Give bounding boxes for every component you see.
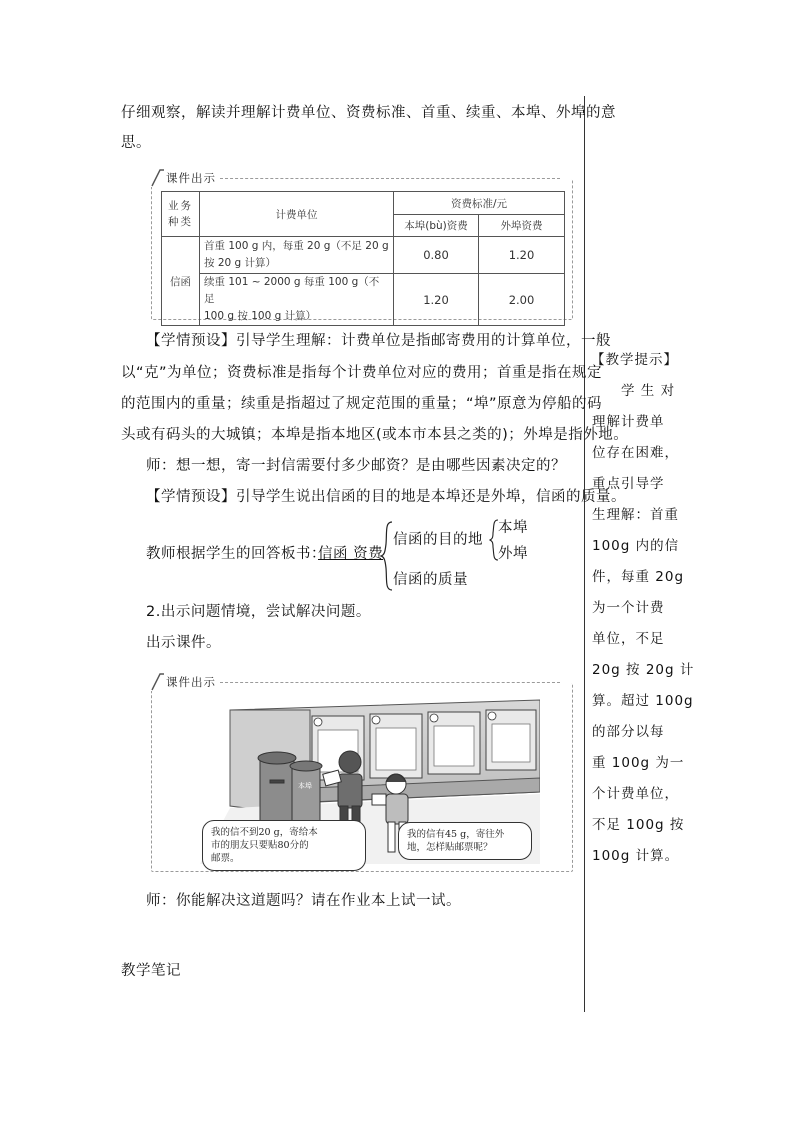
tab-corner-icon bbox=[150, 169, 164, 187]
para1-line-2: 以“克”为单位；资费标准是指每个计费单位对应的费用；首重是指在规定 bbox=[121, 365, 603, 381]
courseware-tab bbox=[150, 673, 222, 691]
teacher-question-1: 师：想一想，寄一封信需要付多少邮资？是由哪些因素决定的？ bbox=[146, 458, 566, 474]
side-note-line: 单位，不足 bbox=[592, 631, 665, 647]
board-leaf-outer: 外埠 bbox=[498, 546, 528, 562]
side-note-line: 不足 100g 按 bbox=[592, 817, 685, 833]
outer-fee-cell: 2.00 bbox=[479, 274, 565, 326]
table-row bbox=[162, 237, 565, 274]
para2: 【学情预设】引导学生说出信函的目的地是本埠还是外埠，信函的质量。 bbox=[146, 489, 626, 505]
para1-line-1: 【学情预设】引导学生理解：计费单位是指邮寄费用的计算单位，一般 bbox=[146, 333, 611, 349]
courseware-tab bbox=[150, 169, 222, 187]
teacher-question-2: 师：你能解决这道题吗？请在作业本上试一试。 bbox=[146, 893, 461, 909]
side-note-line: 的部分以每 bbox=[592, 724, 665, 740]
board-prefix: 教师根据学生的回答板书： bbox=[146, 546, 326, 562]
header-local: 本埠(bù)资费 bbox=[394, 215, 479, 237]
courseware-label: 课件出示 bbox=[166, 675, 216, 689]
side-note-line: 理解计费单 bbox=[592, 414, 665, 430]
board-leaf-local: 本埠 bbox=[498, 520, 528, 536]
para1-line-3: 的范围内的重量；续重是指超过了规定范围的重量；“埠”原意为停船的码 bbox=[121, 396, 603, 412]
local-fee-cell: 0.80 bbox=[394, 237, 479, 274]
unit-cell: 续重 101 ~ 2000 g 每重 100 g（不足 100 g 按 100 g 计算） bbox=[200, 274, 394, 326]
unit-cell: 首重 100 g 内，每重 20 g（不足 20 g 按 20 g 计算） bbox=[200, 237, 394, 274]
side-note-line: 100g 计算。 bbox=[592, 848, 680, 864]
boy-speech-bubble: 我的信不到20 g，寄给本 市的朋友只要贴80分的 邮票。 bbox=[202, 820, 366, 871]
side-note-line: 生理解：首重 bbox=[592, 507, 679, 523]
show-courseware: 出示课件。 bbox=[146, 635, 221, 651]
side-note-line: 个计费单位， bbox=[592, 786, 679, 802]
side-note-line: 为一个计费 bbox=[592, 600, 665, 616]
girl-speech-bubble: 我的信有45 g，寄往外 地，怎样贴邮票呢？ bbox=[398, 822, 532, 860]
side-note-line: 学 生 对 bbox=[621, 383, 676, 399]
intro-line-1: 仔细观察，解读并理解计费单位、资费标准、首重、续重、本埠、外埠的意 bbox=[121, 105, 616, 121]
side-note-line: 算。超过 100g bbox=[592, 693, 694, 709]
side-note-line: 位存在困难， bbox=[592, 445, 679, 461]
intro-line-2: 思。 bbox=[121, 135, 151, 151]
local-fee-cell: 1.20 bbox=[394, 274, 479, 326]
board-branch-weight: 信函的质量 bbox=[393, 572, 468, 588]
margin-divider bbox=[584, 96, 585, 1012]
board-root: 信函 资费 bbox=[318, 546, 384, 562]
mailbox-label: 本埠 bbox=[298, 782, 312, 790]
tab-corner-icon bbox=[150, 673, 164, 691]
step-2: 2.出示问题情境，尝试解决问题。 bbox=[146, 604, 371, 620]
category-cell: 信函 bbox=[162, 237, 200, 326]
header-unit: 计费单位 bbox=[200, 192, 394, 237]
board-brace-icon bbox=[380, 520, 394, 592]
header-category: 业务种类 bbox=[162, 192, 200, 237]
fee-table bbox=[161, 191, 565, 326]
outer-fee-cell: 1.20 bbox=[479, 237, 565, 274]
header-outer: 外埠资费 bbox=[479, 215, 565, 237]
header-standard: 资费标准/元 bbox=[394, 192, 565, 215]
board-branch-destination: 信函的目的地 bbox=[393, 532, 483, 548]
side-note-line: 100g 内的信 bbox=[592, 538, 680, 554]
teaching-notes-label: 教学笔记 bbox=[121, 963, 181, 979]
para1-line-4: 头或有码头的大城镇；本埠是指本地区(或本市本县之类的)；外埠是指外地。 bbox=[121, 427, 629, 443]
side-note-line: 重点引导学 bbox=[592, 476, 665, 492]
side-note-line: 20g 按 20g 计 bbox=[592, 662, 695, 678]
side-note-line: 件，每重 20g bbox=[592, 569, 685, 585]
side-note-title: 【教学提示】 bbox=[591, 352, 678, 368]
side-note-line: 重 100g 为一 bbox=[592, 755, 685, 771]
table-row bbox=[162, 274, 565, 326]
courseware-label: 课件出示 bbox=[166, 171, 216, 185]
